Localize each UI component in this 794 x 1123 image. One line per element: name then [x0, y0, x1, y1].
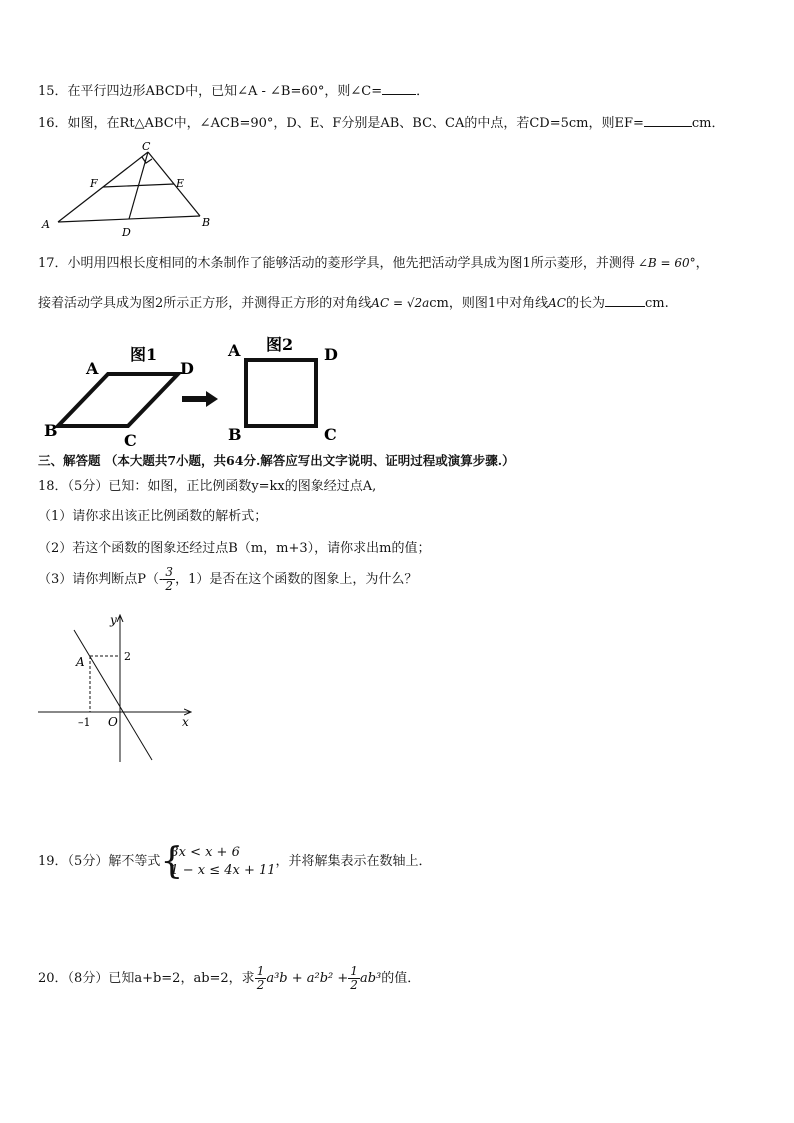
fig1-label-a: A — [86, 359, 99, 378]
question-17-line1 — [38, 254, 709, 273]
fig2-title: 图2 — [266, 336, 294, 354]
q15-suffix: ． — [416, 84, 430, 99]
origin-label: O — [108, 715, 118, 729]
right-angle-mark — [142, 157, 152, 163]
fig1-rhombus — [58, 374, 178, 426]
fig1-title: 图1 — [130, 345, 158, 364]
q20-fraction-1 — [255, 965, 267, 992]
q17-diag-name: AC — [548, 296, 566, 310]
label-a: A — [42, 218, 50, 231]
fraction-denominator: 2 — [165, 579, 174, 593]
q18-part-2: （2）若这个函数的图象还经过点B（m，m+3），请你求出m的值； — [38, 541, 431, 556]
q20-prefix: 20．（8分）已知a+b=2，ab=2，求 — [38, 971, 255, 986]
q16-text: 16．如图，在Rt△ABC中，∠ACB=90°，D、E、F分别是AB、BC、CA的中点，若CD=5cm，则EF= — [38, 116, 644, 131]
x-axis-label: x — [182, 715, 189, 729]
q16-triangle-figure — [38, 140, 228, 240]
function-line — [74, 630, 152, 760]
q17-answer-blank — [605, 294, 645, 307]
q19-row-1: 3x < x + 6 — [170, 844, 240, 860]
q20-suffix: 的值． — [381, 971, 421, 986]
q16-answer-blank — [644, 114, 692, 127]
label-b: B — [202, 216, 211, 229]
fraction-denominator: 2 — [350, 978, 358, 992]
q18-part-3 — [38, 566, 417, 594]
q18-p3-suffix: ，1）是否在这个函数的图象上，为什么？ — [175, 572, 418, 587]
label-e: E — [176, 177, 185, 190]
q20-term-1: a³b + a²b² + — [266, 971, 349, 986]
point-a-label: A — [76, 655, 85, 669]
q17-text-3: cm，则图1中对角线 — [429, 296, 549, 311]
fig2-square — [246, 360, 316, 426]
fig1-label-d: D — [180, 359, 194, 378]
q17-angle: ∠B = 60° — [637, 256, 696, 270]
q19-row-2: 1 − x ≤ 4x + 11 — [170, 862, 276, 878]
fraction-numerator: 1 — [256, 964, 265, 978]
q18-p3-prefix: （3）请你判断点P（- — [38, 572, 164, 587]
fig1-label-b: B — [44, 421, 58, 440]
q19-suffix: ，并将解集表示在数轴上． — [275, 854, 432, 869]
q17-suffix: cm. — [645, 296, 669, 311]
q18-part-1: （1）请你求出该正比例函数的解析式； — [38, 509, 268, 524]
fig2-label-d: D — [324, 345, 338, 364]
tick-neg1-label: –1 — [78, 716, 91, 729]
q17-text-1: 17．小明用四根长度相同的木条制作了能够活动的菱形学具，他先把活动学具成为图1所示菱形，并测得 — [38, 256, 635, 271]
q18-coordinate-graph — [34, 610, 204, 770]
question-19 — [38, 842, 432, 882]
fraction-numerator: 3 — [165, 565, 174, 579]
q15-answer-blank — [382, 82, 416, 95]
question-20 — [38, 964, 420, 994]
tick-2-label: 2 — [124, 650, 131, 663]
label-f: F — [90, 177, 98, 190]
fig2-label-b: B — [228, 425, 242, 444]
label-d: D — [122, 226, 131, 239]
fig2-label-c: C — [324, 425, 337, 444]
section-3-header: 三、解答题 （本大题共7小题，共64分.解答应写出文字说明、证明过程或演算步骤.） — [38, 453, 515, 468]
y-axis-label: y — [110, 613, 117, 627]
q17-figures — [38, 336, 358, 448]
q18-p3-fraction — [163, 566, 175, 593]
transform-arrow-icon — [182, 391, 218, 407]
question-15 — [38, 82, 429, 101]
label-c: C — [142, 140, 151, 153]
question-18: 18．（5分）已知：如图，正比例函数y=kx的图象经过点A, — [38, 479, 377, 494]
q20-term-2: ab³ — [359, 971, 382, 986]
q20-fraction-2 — [348, 965, 360, 992]
q19-inequality-system — [160, 840, 276, 882]
fig1-label-c: C — [124, 431, 137, 448]
q16-suffix: cm． — [691, 116, 725, 131]
question-16 — [38, 114, 725, 133]
question-17-line2 — [38, 294, 669, 313]
q17-diag-expr: AC = √2a — [371, 296, 430, 310]
q19-prefix: 19．（5分）解不等式 — [38, 854, 161, 869]
brace-icon: { — [160, 840, 184, 882]
q17-text-4: 的长为 — [566, 296, 606, 311]
fig2-label-a: A — [228, 341, 241, 360]
fraction-numerator: 1 — [350, 964, 358, 978]
q15-text: 15．在平行四边形ABCD中，已知∠A - ∠B=60°，则∠C= — [38, 84, 383, 99]
q17-comma: ， — [695, 256, 709, 271]
fraction-denominator: 2 — [256, 978, 265, 992]
q17-text-2: 接着活动学具成为图2所示正方形，并测得正方形的对角线 — [38, 296, 372, 311]
